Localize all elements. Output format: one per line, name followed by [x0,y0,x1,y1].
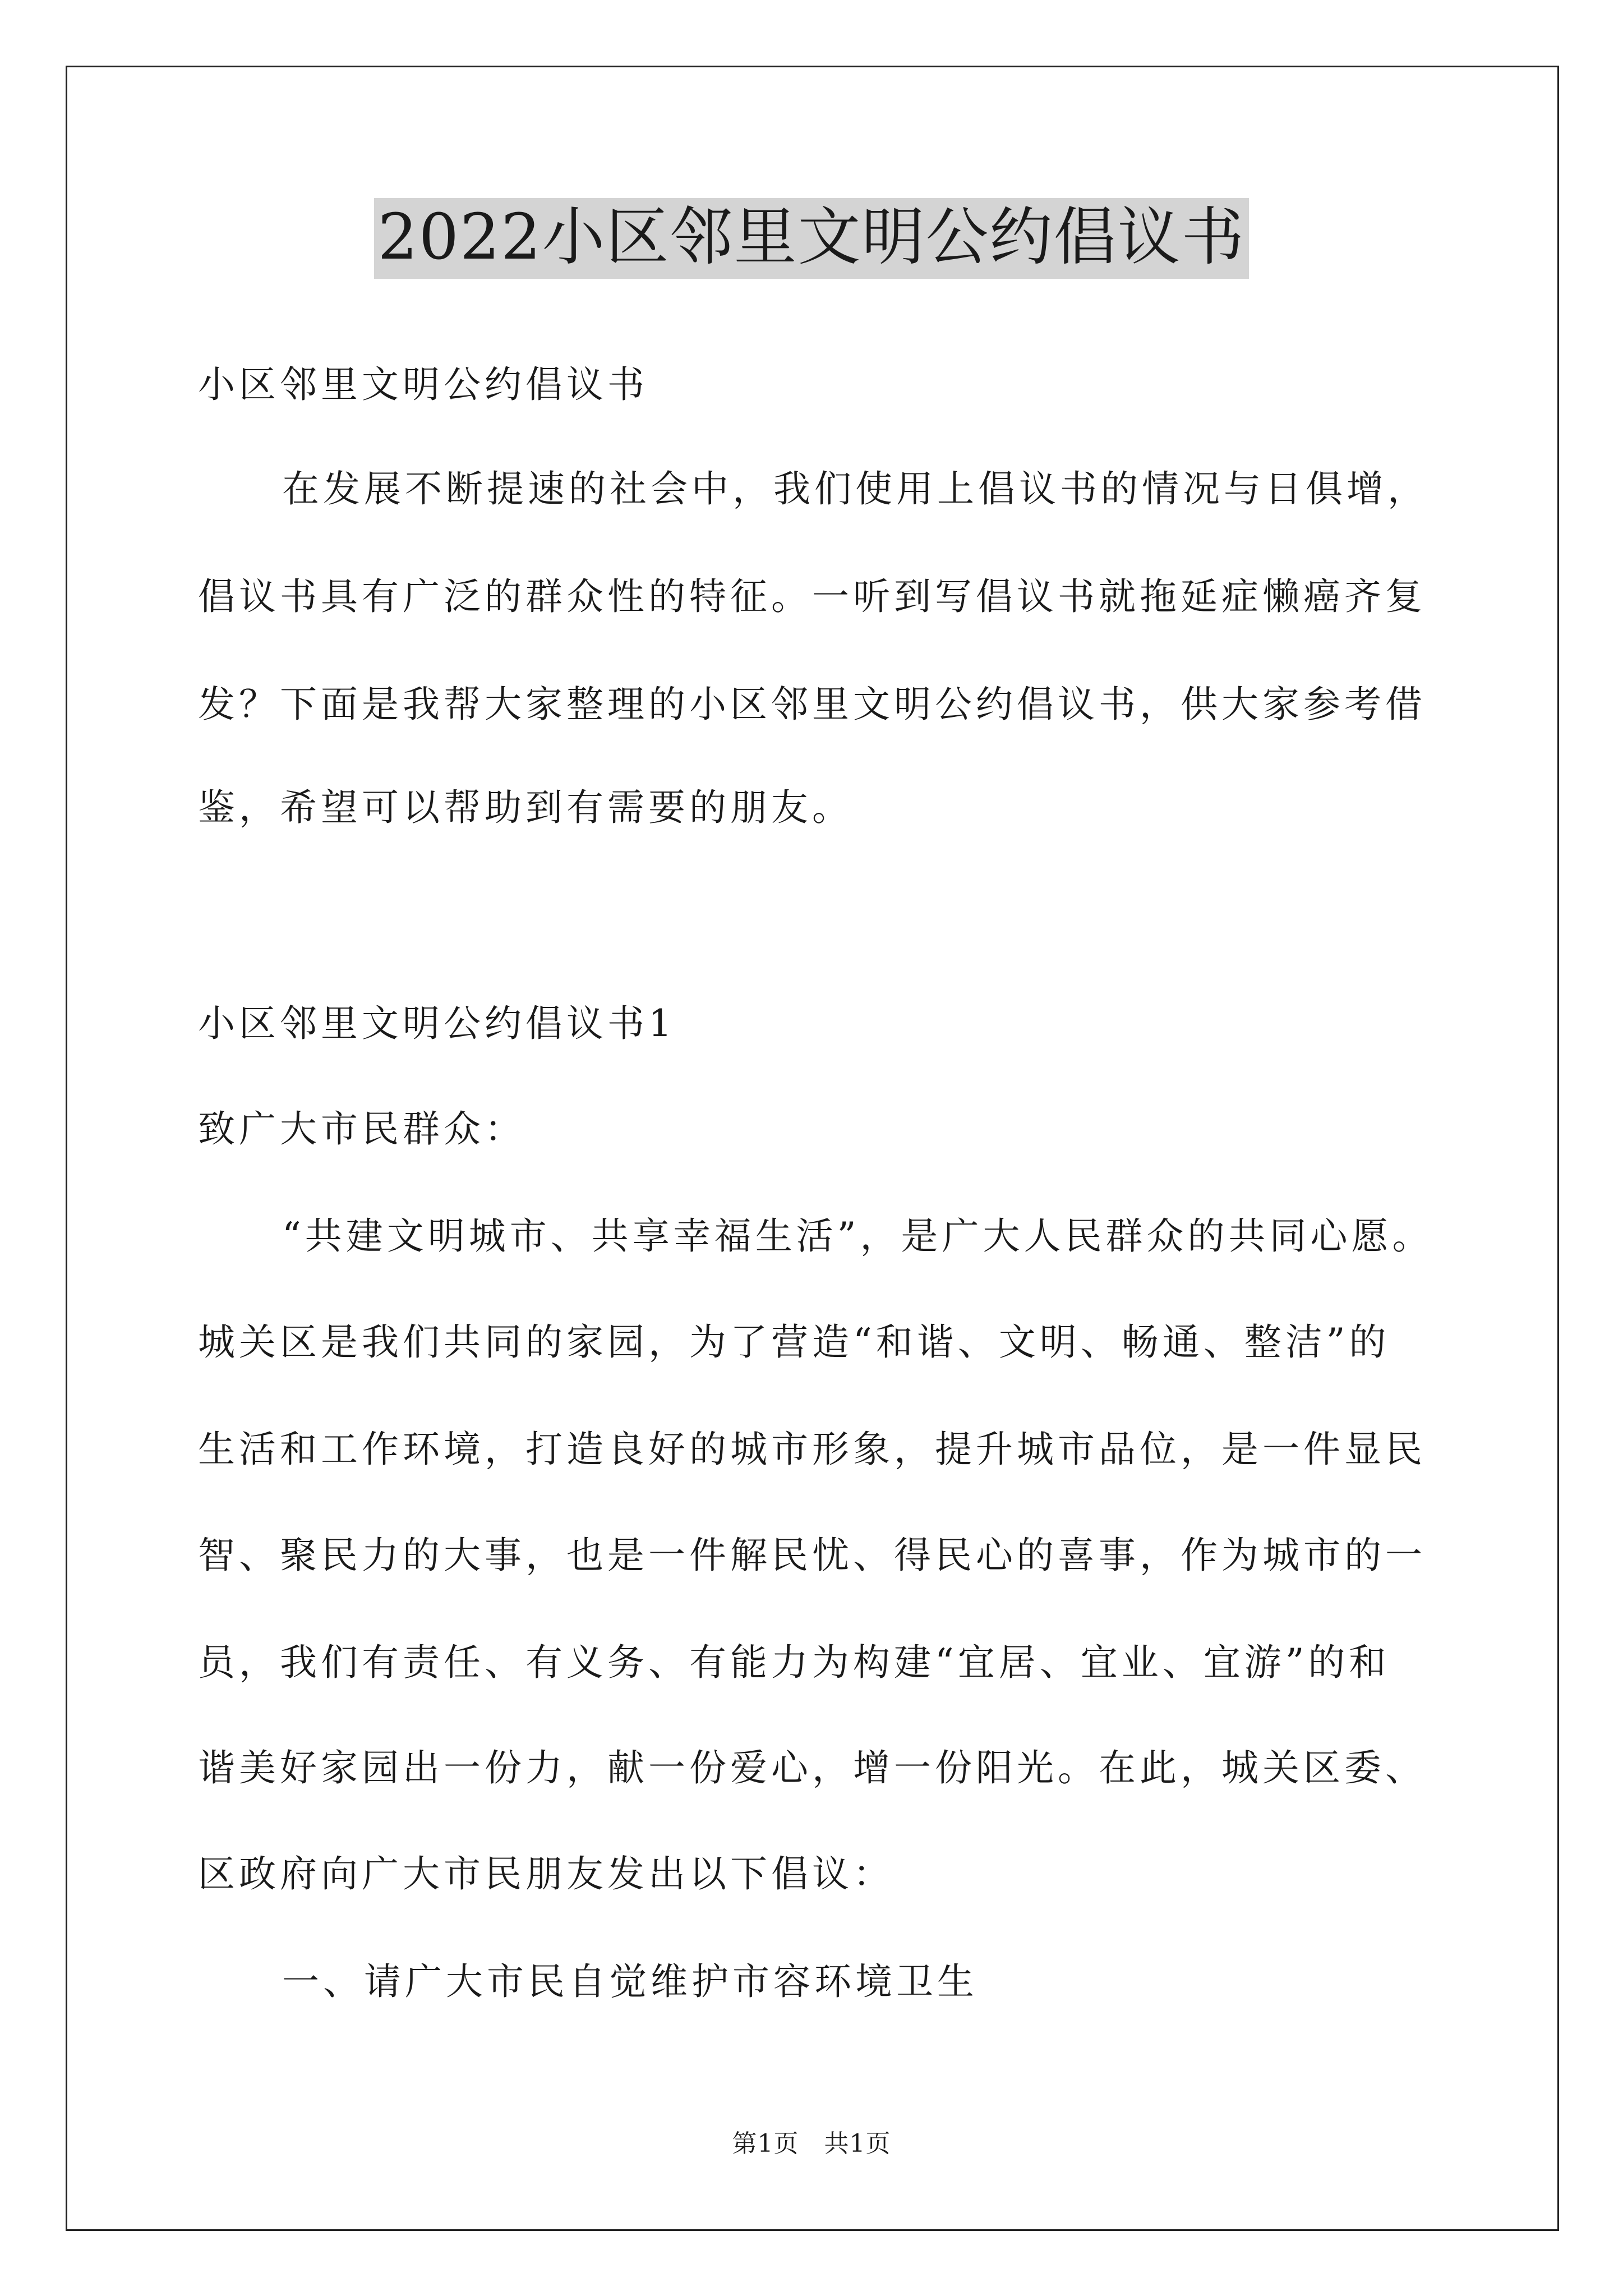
body-line-4: 智、聚民力的大事，也是一件解民忧、得民心的喜事，作为城市的一 [198,1534,1426,1577]
document-subtitle: 小区邻里文明公约倡议书 [198,363,648,406]
item-heading-1: 一、请广大市民自觉维护市容环境卫生 [282,1960,978,2003]
body-line-5: 员，我们有责任、有义务、有能力为构建“宜居、宜业、宜游”的和 [198,1641,1390,1684]
section-heading: 小区邻里文明公约倡议书1 [198,1002,676,1045]
body-line-3: 生活和工作环境，打造良好的城市形象，提升城市品位，是一件显民 [198,1428,1426,1471]
intro-line-4: 鉴，希望可以帮助到有需要的朋友。 [198,786,853,829]
intro-line-3: 发？下面是我帮大家整理的小区邻里文明公约倡议书，供大家参考借 [198,683,1426,726]
page-footer: 第1页 共1页 [732,2129,891,2158]
intro-line-2: 倡议书具有广泛的群众性的特征。一听到写倡议书就拖延症懒癌齐复 [198,575,1426,618]
intro-line-1: 在发展不断提速的社会中，我们使用上倡议书的情况与日俱增， [282,467,1428,510]
salutation: 致广大市民群众： [198,1107,525,1151]
body-line-1: “共建文明城市、共享幸福生活”，是广大人民群众的共同心愿。 [282,1214,1433,1258]
body-line-7: 区政府向广大市民朋友发出以下倡议： [198,1852,894,1895]
document-title: 2022小区邻里文明公约倡议书 [0,198,1623,279]
body-line-6: 谐美好家园出一份力，献一份爱心，增一份阳光。在此，城关区委、 [198,1746,1426,1789]
body-line-2: 城关区是我们共同的家园，为了营造“和谐、文明、畅通、整洁”的 [198,1320,1390,1364]
